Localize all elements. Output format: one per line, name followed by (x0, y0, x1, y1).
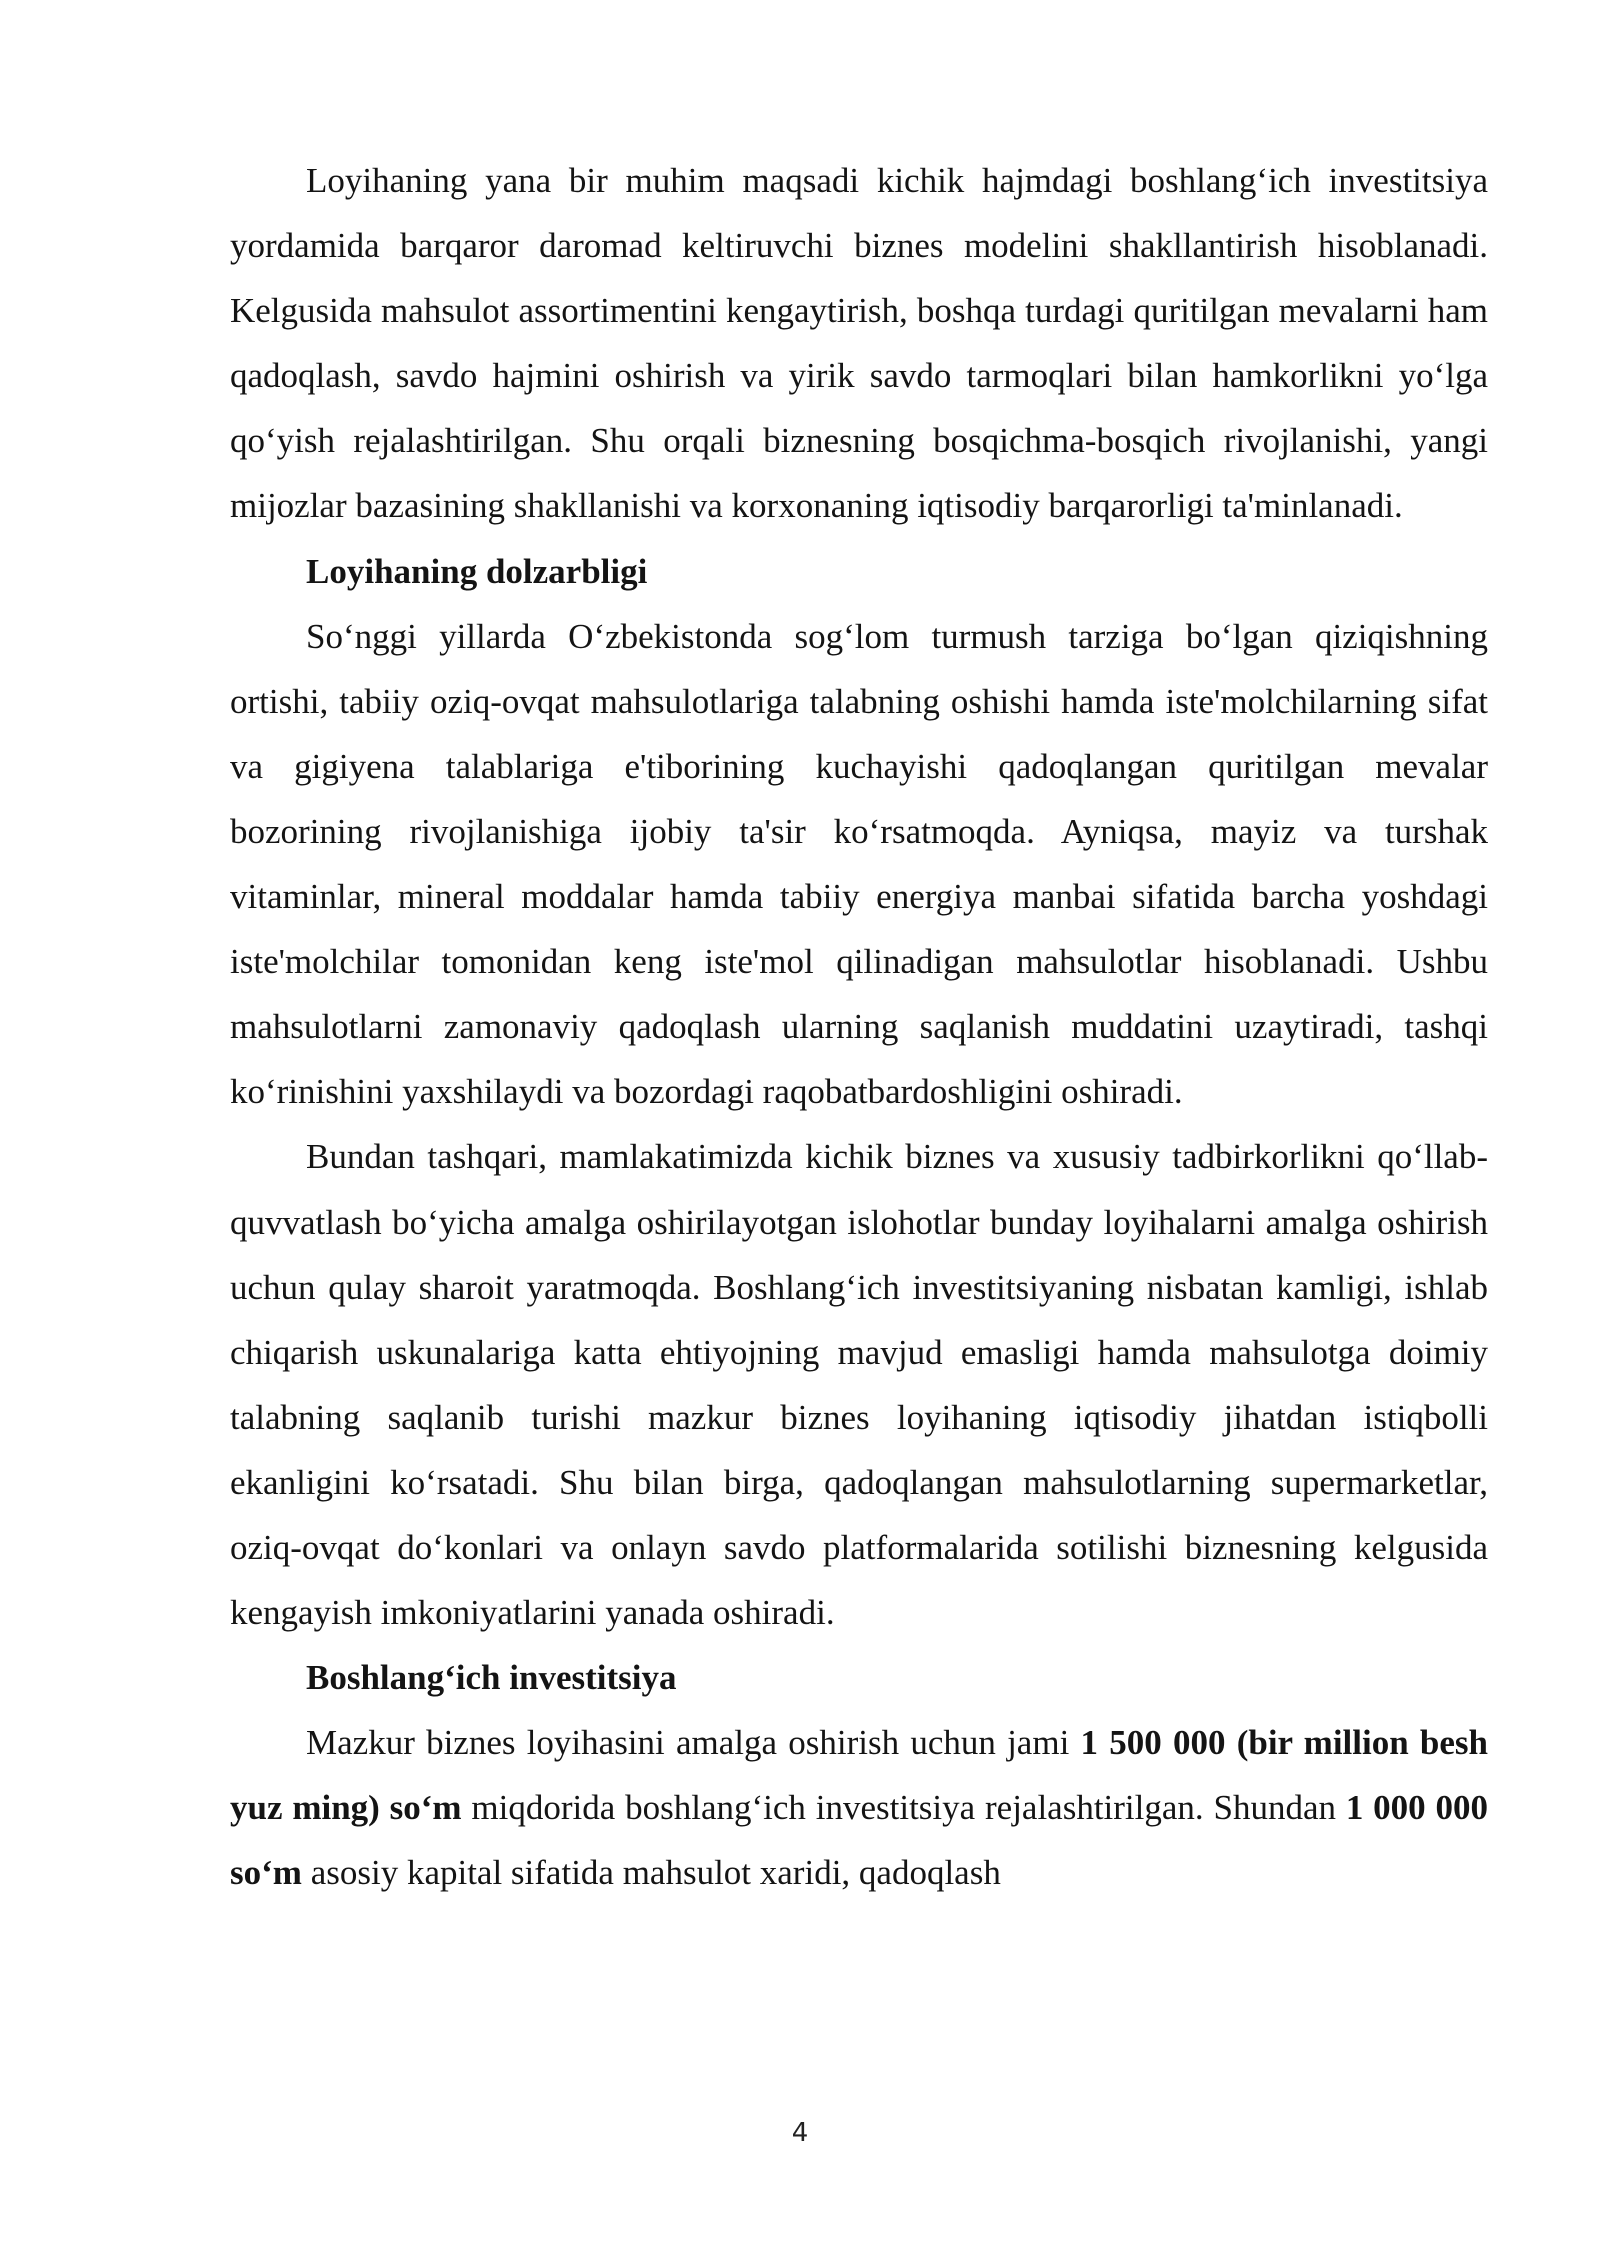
document-page (230, 148, 1488, 1906)
paragraph-investment (230, 1710, 1488, 1905)
paragraph-goal: Loyihaning yana bir muhim maqsadi kichik hajmdagi boshlang‘ich investitsiya yordamida barqaror daromad keltiruvchi biznes modelini shakllantirish hisoblanadi. Kelgusida mahsulot assortimentini kengaytirish, boshqa turdagi quritilgan mevalarni ham qadoqlash, savdo hajmini oshirish va yirik savdo tarmoqlari bilan hamkorlikni yo‘lga qo‘yish rejalashtirilgan. Shu orqali biznesning bosqichma-bosqich rivojlanishi, yangi mijozlar bazasining shakllanishi va korxonaning iqtisodiy barqarorligi ta'minlanadi. (230, 161, 1488, 526)
heading-investment: Boshlang‘ich investitsiya (306, 1658, 677, 1698)
heading-relevance: Loyihaning dolzarbligi (306, 551, 648, 591)
page-number: 4 (791, 2118, 809, 2148)
investment-text-1: Mazkur biznes loyihasini amalga oshirish uchun jami (306, 1723, 1081, 1763)
investment-text-3: asosiy kapital sifatida mahsulot xaridi, qadoqlash (301, 1853, 1001, 1893)
investment-text-2: miqdorida boshlang‘ich investitsiya rejalashtirilgan. Shundan (461, 1788, 1346, 1828)
paragraph-relevance: So‘nggi yillarda O‘zbekistonda sog‘lom turmush tarziga bo‘lgan qiziqishning ortishi, tabiiy oziq-ovqat mahsulotlariga talabning oshishi hamda iste'molchilarning sifat va gigiyena talablariga e'tiborining kuchayishi qadoqlangan quritilgan mevalar bozorining rivojlanishiga ijobiy ta'sir ko‘rsatmoqda. Ayniqsa, mayiz va turshak vitaminlar, mineral moddalar hamda tabiiy energiya manbai sifatida barcha yoshdagi iste'molchilar tomonidan keng iste'mol qilinadigan mahsulotlar hisoblanadi. Ushbu mahsulotlarni zamonaviy qadoqlash ularning saqlanish muddatini uzaytiradi, tashqi ko‘rinishini yaxshilaydi va bozordagi raqobatbardoshligini oshiradi. (230, 616, 1488, 1112)
investment-capital-amount: 1 000 000 so‘m (230, 1788, 1488, 1893)
paragraph-support: Bundan tashqari, mamlakatimizda kichik biznes va xususiy tadbirkorlikni qo‘llab-quvvatlash bo‘yicha amalga oshirilayotgan islohotlar bunday loyihalarni amalga oshirish uchun qulay sharoit yaratmoqda. Boshlang‘ich investitsiyaning nisbatan kamligi, ishlab chiqarish uskunalariga katta ehtiyojning mavjud emasligi hamda mahsulotga doimiy talabning saqlanib turishi mazkur biznes loyihaning iqtisodiy jihatdan istiqbolli ekanligini ko‘rsatadi. Shu bilan birga, qadoqlangan mahsulotlarning supermarketlar, oziq-ovqat do‘konlari va onlayn savdo platformalarida sotilishi biznesning kelgusida kengayish imkoniyatlarini yanada oshiradi. (230, 1137, 1488, 1633)
investment-total-amount: 1 500 000 (bir million besh yuz ming) so‘m (230, 1723, 1489, 1828)
